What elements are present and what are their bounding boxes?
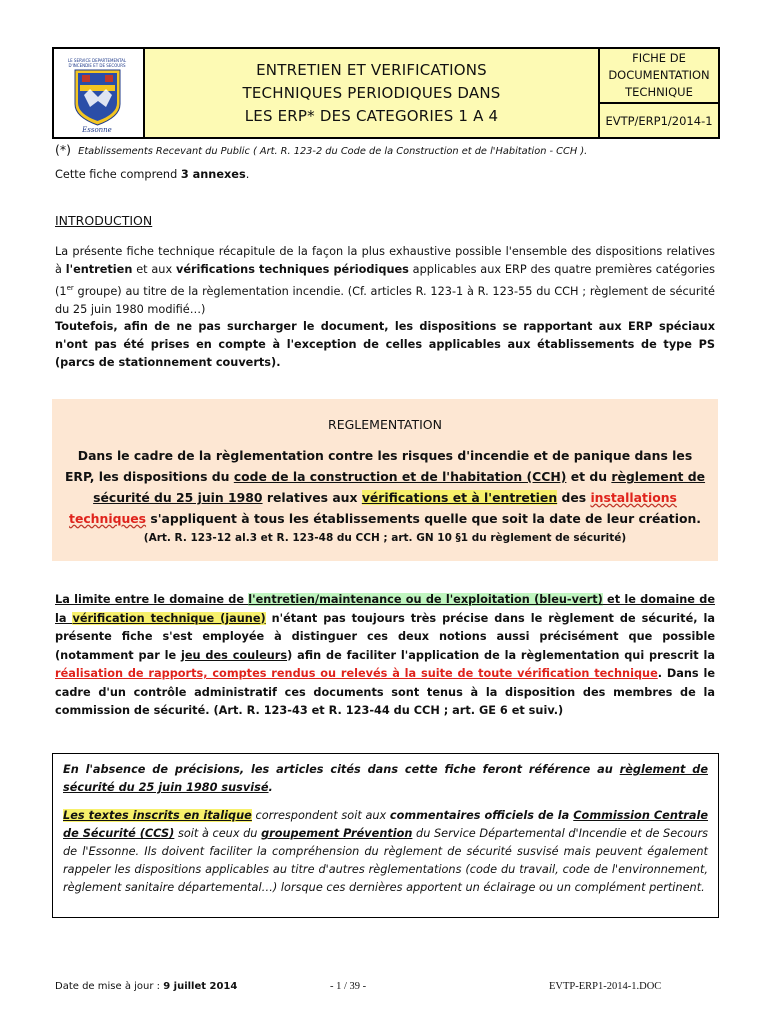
footnote bbox=[55, 143, 735, 159]
regl-text: et du bbox=[566, 469, 612, 484]
note-reglement-link: règlement de sécurité du 25 juin 1980 susvisé bbox=[63, 763, 708, 794]
note-ccs-link: Commission Centrale de Sécurité (CCS) bbox=[63, 809, 709, 840]
note-commentaires-bold: commentaires officiels de la bbox=[389, 809, 574, 822]
fiche-line-1: FICHE DE bbox=[632, 51, 686, 65]
regl-installations-techniques: installations techniques bbox=[69, 490, 677, 526]
title-line-2: TECHNIQUES PERIODIQUES DANS bbox=[242, 83, 501, 102]
coat-of-arms-icon bbox=[54, 49, 141, 135]
intro-text: et aux bbox=[132, 263, 176, 276]
footer-date bbox=[55, 980, 237, 994]
note-text: En l'absence de précisions, les articles cités dans cette fiche feront référence au bbox=[63, 763, 620, 776]
limite-text: ) afin de faciliter l'application de la règlementation qui prescrit la bbox=[287, 648, 715, 662]
title-line-3: LES ERP* DES CATEGORIES 1 A 4 bbox=[244, 106, 499, 125]
annexes-line bbox=[55, 166, 249, 184]
note-italique-highlight: Les textes inscrits en italique bbox=[63, 809, 252, 822]
intro-superscript: er bbox=[66, 284, 74, 292]
regl-text: Dans le cadre de la règlementation contre les risques d'incendie et de panique dans les ERP, les dispositions du bbox=[64, 448, 693, 484]
note-text: soit à ceux du bbox=[174, 827, 262, 840]
introduction-paragraph-1 bbox=[55, 243, 715, 319]
fiche-type bbox=[600, 49, 718, 104]
annexes-text: Cette fiche comprend bbox=[55, 168, 181, 181]
intro-bold-entretien: l'entretien bbox=[65, 263, 133, 276]
limite-verification-highlight: vérification technique (jaune) bbox=[72, 611, 266, 625]
introduction-heading: INTRODUCTION bbox=[55, 213, 153, 228]
footnote-text: Etablissements Recevant du Public ( Art. R. 123-2 du Code de la Construction et de l'Habitation - CCH ). bbox=[78, 146, 588, 157]
note-text: . bbox=[268, 781, 273, 794]
regl-text: s'appliquent à tous les établissements quelle que soit la date de leur création. bbox=[146, 511, 701, 526]
intro-text: La présente fiche technique récapitule de la façon la plus exhaustive possible l'ensemble des dispositions relatives à bbox=[55, 245, 715, 276]
footnote-marker: (*) bbox=[55, 142, 72, 157]
intro-text: applicables aux ERP des quatre premières catégories (1 bbox=[55, 263, 715, 298]
introduction-paragraph-2: Toutefois, afin de ne pas surcharger le document, les dispositions se rapportant aux ERP spéciaux n'ont pas été prises en compte à l'exception de celles applicables aux établissements de type PS (parcs de stationnement couverts). bbox=[55, 320, 715, 369]
reglementation-reference: (Art. R. 123-12 al.3 et R. 123-48 du CCH ; art. GN 10 §1 du règlement de sécurité) bbox=[143, 532, 627, 544]
intro-text: groupe) au titre de la règlementation incendie. (Cf. articles R. 123-1 à R. 123-55 du CCH ; règlement de sécurité du 25 juin 1980 modifié…) bbox=[55, 284, 715, 316]
regl-reglement-link: règlement de sécurité du 25 juin 1980 bbox=[93, 469, 706, 505]
limite-paragraph bbox=[55, 591, 715, 721]
regl-text: relatives aux bbox=[262, 490, 362, 505]
italic-note-box bbox=[52, 753, 719, 918]
fiche-line-2: DOCUMENTATION bbox=[608, 68, 710, 82]
footer-date-label: Date de mise à jour : bbox=[55, 981, 164, 992]
footer-page-number: - 1 / 39 - bbox=[330, 981, 367, 992]
footer-filename: EVTP-ERP1-2014-1.DOC bbox=[549, 981, 662, 992]
footer-date-value: 9 juillet 2014 bbox=[163, 981, 238, 992]
regl-verifications-highlight: vérifications et à l'entretien bbox=[361, 490, 558, 505]
note-groupement-link: groupement Prévention bbox=[261, 827, 413, 840]
note-paragraph-1 bbox=[63, 761, 708, 797]
header-right-cell bbox=[600, 49, 718, 137]
header-table bbox=[52, 47, 720, 139]
limite-text: . Dans le cadre d'un contrôle administratif ces documents sont tenus à la disposition des membres de la commission de sécurité. (Art. R. 123-43 et R. 123-44 du CCH ; art. GE 6 et suiv.) bbox=[55, 667, 715, 717]
limite-text: n'étant pas toujours très précise dans le règlement de sécurité, la présente fiche s'est employée à distinguer ces deux notions aussi précisément que possible (notamment par le bbox=[55, 611, 715, 662]
limite-jeu-couleurs: jeu des couleurs bbox=[180, 648, 288, 662]
logo-signature: Essonne bbox=[82, 126, 112, 134]
fiche-line-3: TECHNIQUE bbox=[625, 85, 693, 99]
annexes-period: . bbox=[245, 168, 250, 181]
intro-bold-verifications: vérifications techniques périodiques bbox=[175, 263, 409, 276]
regl-text: des bbox=[557, 490, 591, 505]
reglementation-box bbox=[52, 399, 718, 561]
note-paragraph-2 bbox=[63, 807, 708, 897]
note-text: correspondent soit aux bbox=[251, 809, 390, 822]
document-reference: EVTP/ERP1/2014-1 bbox=[605, 113, 713, 128]
limite-entretien-highlight: l'entretien/maintenance ou de l'exploitation (bleu-vert) bbox=[248, 593, 603, 606]
note-text: du Service Départemental d'Incendie et de Secours de l'Essonne. Ils doivent faciliter la compréhension du règlement de sécurité susvisé mais peuvent également rappeler les dispositions applicables au titre d'autres règlementations (code du travail, code de l'environnement, règlement sanitaire départemental…) lorsque ces dernières apportent un éclairage ou un complément pertinent. bbox=[63, 827, 708, 894]
regl-cch-link: code de la construction et de l'habitation (CCH) bbox=[233, 469, 567, 484]
limite-text: La limite entre le domaine de bbox=[55, 593, 249, 606]
logo-text-line-2: D'INCENDIE ET DE SECOURS bbox=[68, 63, 126, 68]
reglementation-title: REGLEMENTATION bbox=[328, 417, 442, 432]
sdis-logo bbox=[54, 49, 145, 137]
limite-rapports-red: réalisation de rapports, comptes rendus ou relevés à la suite de toute vérification technique bbox=[55, 667, 658, 680]
reglementation-text bbox=[62, 445, 708, 529]
title-line-1: ENTRETIEN ET VERIFICATIONS bbox=[256, 60, 487, 79]
annexes-count: 3 annexes bbox=[180, 168, 246, 181]
document-title bbox=[145, 49, 600, 137]
logo-text-line-1: LE SERVICE DEPARTEMENTAL bbox=[67, 58, 127, 63]
limite-text: et le domaine de la bbox=[55, 593, 715, 625]
